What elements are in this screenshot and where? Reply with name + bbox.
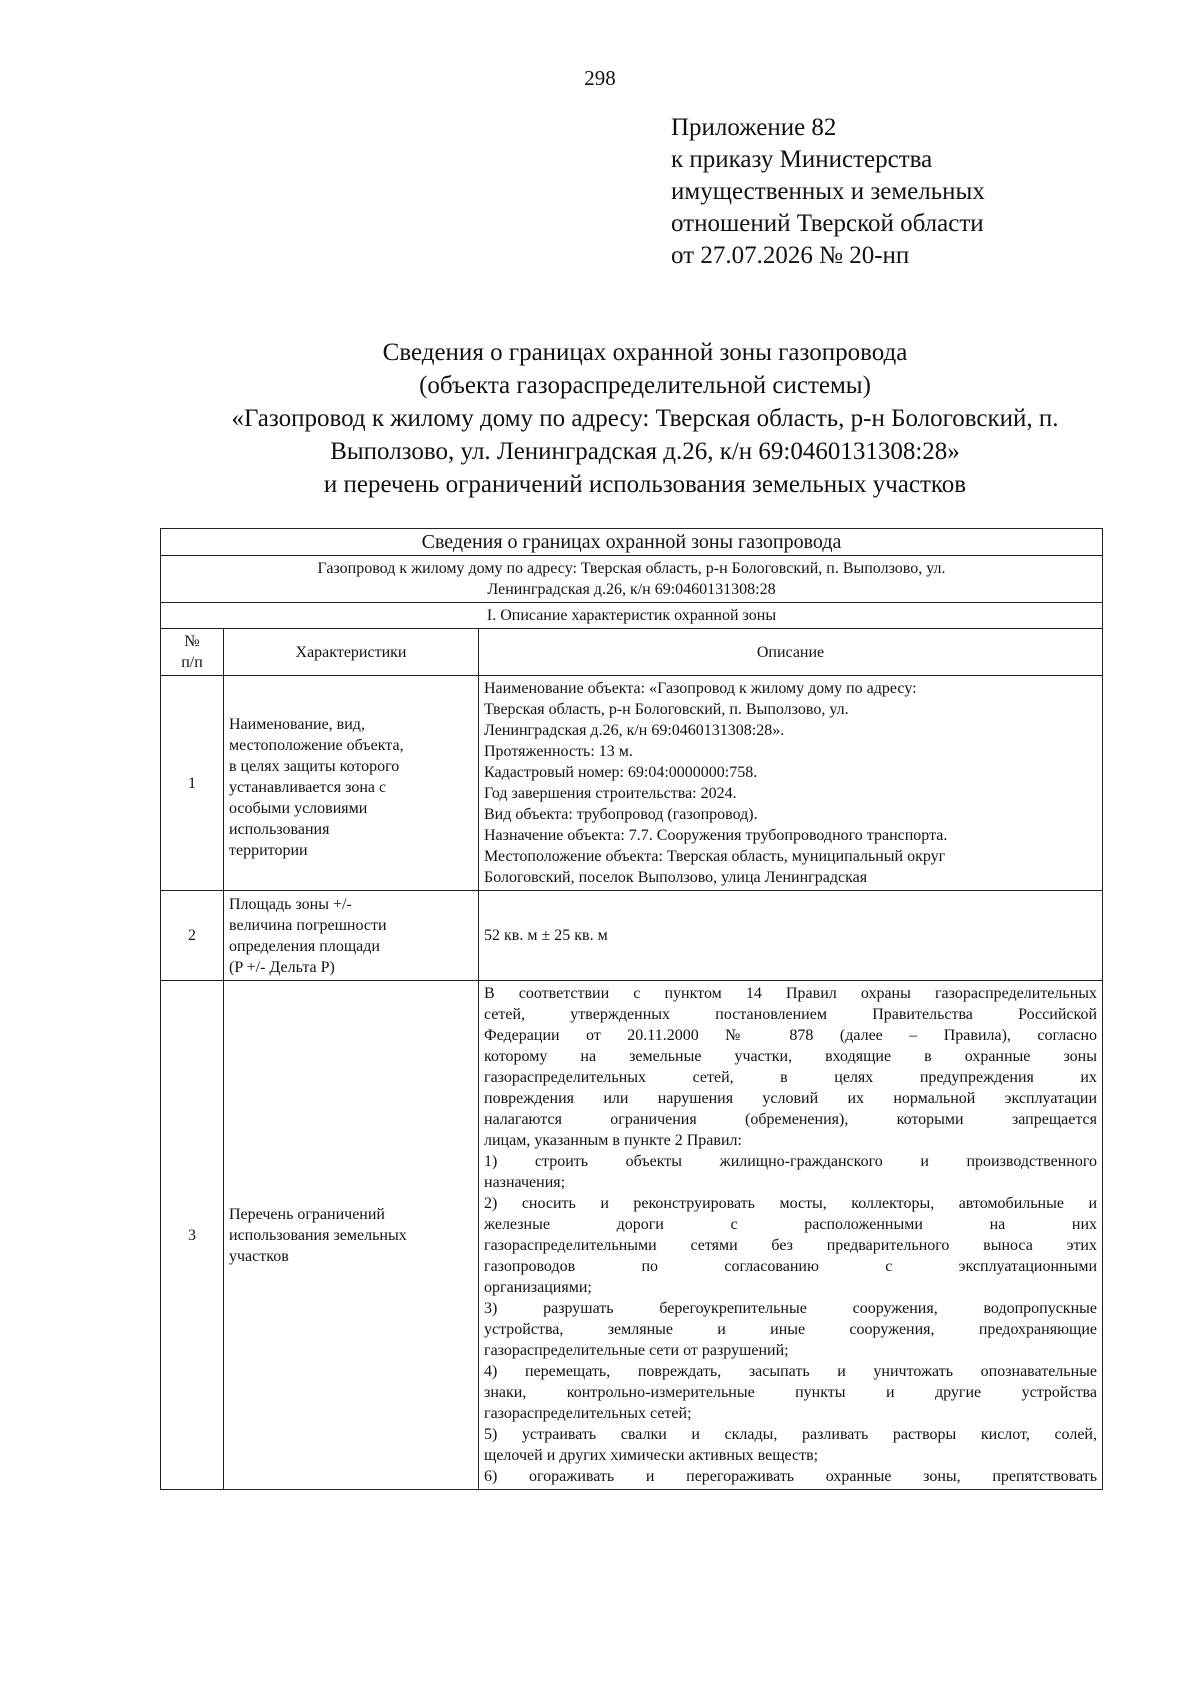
appendix-line: Приложение 82 [671,114,837,141]
appendix-line: к приказу Министерства [671,146,933,173]
title-line: «Газопровод к жилому дому по адресу: Тверская область, р-н Бологовский, п. [231,405,1059,432]
desc-line: Протяженность: 13 м. [484,743,633,760]
char-line: Площадь зоны +/- [229,895,352,913]
char-line: Наименование, вид, [229,715,365,733]
title-line: (объекта газораспределительной системы) [419,372,871,399]
section-title: I. Описание характеристик охранной зоны [161,603,1103,629]
desc-line: Вид объекта: трубопровод (газопровод). [484,806,758,823]
char-line: особыми условиями [229,799,368,817]
row-characteristic [224,981,479,1490]
desc-line: Наименование объекта: «Газопровод к жилому дому по адресу: [484,680,917,697]
desc-line: Тверская область, р-н Бологовский, п. Выползово, ул. [484,701,849,718]
desc-line: 6) огораживать и перегораживать охранные зоны, препятствовать [484,1468,1097,1485]
char-line: местоположение объекта, [229,736,404,754]
table-row [161,676,1103,891]
desc-line: повреждения или нарушения условий их нормальной эксплуатации [484,1090,1097,1107]
desc-line: газораспределительные сети от разрушений; [484,1342,789,1359]
desc-line: щелочей и других химически активных веществ; [484,1447,819,1464]
desc-line: Федерации от 20.11.2000 № 878 (далее – Правила), согласно [484,1027,1097,1044]
table-section-row [161,603,1103,629]
desc-line: Кадастровый номер: 69:04:0000000:758. [484,764,758,781]
desc-line: газораспределительных сетей; [484,1405,692,1422]
row-description [479,981,1103,1490]
desc-line: Ленинградская д.26, к/н 69:0460131308:28». [484,722,785,739]
char-line: использования земельных [229,1226,407,1244]
subheader-line: Газопровод к жилому дому по адресу: Тверская область, р-н Бологовский, п. Выползово, ул. [317,560,946,577]
col-num-header [161,629,224,676]
desc-line: 52 кв. м ± 25 кв. м [484,927,608,944]
desc-line: газораспределительными сетями без предварительного выноса этих [484,1237,1097,1254]
desc-line: 2) сносить и реконструировать мосты, коллекторы, автомобильные и [484,1195,1097,1212]
char-line: (P +/- Дельта P) [229,958,335,976]
col-num-line: п/п [181,654,203,671]
table-header-row [161,529,1103,556]
table-row [161,981,1103,1490]
row-description [479,891,1103,981]
desc-line: Местоположение объекта: Тверская область, муниципальный округ [484,848,946,865]
appendix-line: имущественных и земельных [671,178,985,205]
zone-info-table [160,528,1103,1490]
table-header: Сведения о границах охранной зоны газопровода [161,529,1103,556]
desc-line: устройства, земляные и иные сооружения, предохраняющие [484,1321,1097,1338]
appendix-block [671,112,985,272]
desc-line: назначения; [484,1174,566,1191]
table-subheader [161,556,1103,603]
appendix-line: отношений Тверской области [671,210,984,237]
desc-line: 3) разрушать берегоукрепительные сооружения, водопропускные [484,1300,1097,1317]
title-line: и перечень ограничений использования земельных участков [323,471,967,498]
char-line: величина погрешности [229,916,387,934]
desc-line: знаки, контрольно-измерительные пункты и другие устройства [484,1384,1097,1401]
desc-line: лицам, указанным в пункте 2 Правил: [484,1132,742,1149]
table-subheader-row [161,556,1103,603]
char-line: в целях защиты которого [229,757,400,775]
row-characteristic [224,891,479,981]
char-line: использования [229,820,330,838]
row-description [479,676,1103,891]
title-line: Сведения о границах охранной зоны газопровода [382,339,908,366]
desc-line: 1) строить объекты жилищно-гражданского и производственного [484,1153,1097,1170]
char-line: определения площади [229,937,380,955]
desc-line: Год завершения строительства: 2024. [484,785,737,802]
col-num-line: № [184,633,200,650]
column-header-row [161,629,1103,676]
row-number: 2 [161,891,224,981]
col-desc-header: Описание [479,629,1103,676]
desc-line: налагаются ограничения (обременения), которыми запрещается [484,1111,1097,1128]
title-line: Выползово, ул. Ленинградская д.26, к/н 69:0460131308:28» [330,438,960,465]
subheader-line: Ленинградская д.26, к/н 69:0460131308:28 [487,581,776,598]
appendix-line: от 27.07.2026 № 20-нп [671,242,910,269]
row-number: 3 [161,981,224,1490]
char-line: Перечень ограничений [229,1205,385,1223]
char-line: участков [229,1247,289,1265]
desc-line: которому на земельные участки, входящие в охранные зоны [484,1048,1097,1065]
desc-line: 4) перемещать, повреждать, засыпать и уничтожать опознавательные [484,1363,1097,1380]
desc-line: Назначение объекта: 7.7. Сооружения трубопроводного транспорта. [484,827,948,844]
page-number: 298 [584,66,616,90]
table-row [161,891,1103,981]
desc-line: газопроводов по согласованию с эксплуатационными [484,1258,1097,1275]
row-number: 1 [161,676,224,891]
char-line: территории [229,841,308,859]
document-title [150,336,1140,501]
desc-line: Бологовский, поселок Выползово, улица Ленинградская [484,869,868,886]
desc-line: организациями; [484,1279,592,1296]
desc-line: сетей, утвержденных постановлением Правительства Российской [484,1006,1097,1023]
desc-line: В соответствии с пунктом 14 Правил охраны газораспределительных [484,985,1097,1002]
desc-line: 5) устраивать свалки и склады, разливать растворы кислот, солей, [484,1426,1097,1443]
row-characteristic [224,676,479,891]
desc-line: железные дороги с расположенными на них [484,1216,1097,1233]
char-line: устанавливается зона с [229,778,387,796]
col-char-header: Характеристики [224,629,479,676]
desc-line: газораспределительных сетей, в целях предупреждения их [484,1069,1097,1086]
